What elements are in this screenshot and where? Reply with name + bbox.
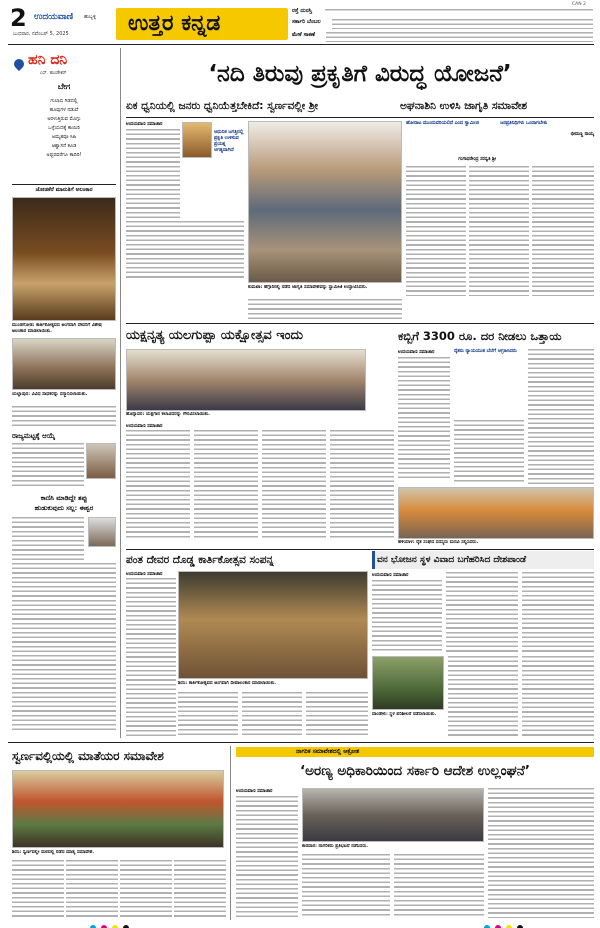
- order-caption: ಕಾರವಾರ: ನಾಗರಿಕರು ಪ್ರತಿಭಟನೆ ನಡೆಸಿದರು.: [302, 844, 368, 849]
- ticker-2-body: [332, 19, 593, 29]
- page-number: 2: [10, 4, 27, 32]
- mothers-col-4: [174, 860, 226, 918]
- group-caption: ಯಲ್ಲಾಪುರ: ವಿವಿಧ ಸಾಧಕರನ್ನು ಸನ್ಮಾನಿಸಲಾಯಿತು.: [12, 392, 88, 397]
- ticker-3-body: [326, 32, 593, 42]
- mistake-photo: [88, 517, 116, 547]
- bureau-6: ಉದಯವಾಣಿ ಸಮಾಚಾರ: [236, 789, 273, 794]
- lead-col-6: [248, 299, 402, 319]
- award-title: ರಾಜ್ಯಮಟ್ಟಕ್ಕೆ ಆಯ್ಕೆ: [12, 432, 56, 440]
- poem-line-3: ಅರಳುತ್ತಿರುವ ಮೊಗ್ಗು: [47, 116, 81, 122]
- karthika-headline: ಪಂತ ದೇವರ ದೊಡ್ಡ ಕಾರ್ತಿಕೋತ್ಸವ ಸಂಪನ್ನ: [126, 554, 274, 566]
- poem-line-6: ಆಶ್ವಾಸನೆ ಕೂಡ: [51, 143, 77, 149]
- columnist-byline: ಎಸ್. ಹುಂಡೇಕರ್: [40, 71, 67, 76]
- bureau-3: ಉದಯವಾಣಿ ಸಮಾಚಾರ: [398, 350, 435, 355]
- poem-title: ಬೇಗ: [57, 82, 71, 91]
- ticker-3: ಮೇಕೆ ಸಾಕಣೆ: [292, 32, 315, 38]
- order-kicker-bar: [236, 747, 594, 757]
- price-photo: [398, 487, 594, 539]
- poem-line-4: ಒಳ್ಳೆಯದಕ್ಕೆ ಕಾಯಿರಿ: [48, 125, 80, 131]
- logo-text: ಹನಿ ದನಿ: [28, 52, 68, 68]
- order-col-4: [488, 788, 594, 918]
- forest-col-1: [372, 580, 442, 652]
- poem-line-2: ಹೂವುಗಳ ನಡುವೆ: [49, 107, 79, 113]
- order-headline: ‘ಅರಣ್ಯ ಅಧಿಕಾರಿಯಿಂದ ಸರ್ಕಾರಿ ಆದೇಶ ಉಲ್ಲಂಘನೆ’: [300, 763, 530, 779]
- lead-col-1: [126, 129, 180, 219]
- ticker-2: ಸರ್ಕಾರಿ ಬೆಂಬಲ: [292, 19, 321, 25]
- deity-title: ಜೋಡಕೆರೆ ಮಾರುತಿಗೆ ಅಲಂಕಾರ: [35, 187, 93, 193]
- lead-portrait: [182, 122, 212, 158]
- sidebar-vrule: [120, 48, 121, 738]
- masthead-rule: [8, 44, 594, 45]
- karthika-col-3: [242, 692, 302, 738]
- bottom-rule: [8, 742, 594, 743]
- award-body: [12, 443, 84, 489]
- ticker-1: ರಸ್ತೆ ದುರಸ್ತಿ: [292, 8, 313, 14]
- group-photo: [12, 338, 116, 390]
- lead-col-3: [406, 166, 466, 296]
- yaksha-caption: ಹೊನ್ನಾವರ: ಯಕ್ಷಗಾನ ಕಲಾವಿದರನ್ನು ಗೌರವಿಸಲಾಯಿತು.: [126, 412, 211, 417]
- karthika-col-1: [126, 578, 176, 738]
- award-photo: [86, 443, 116, 479]
- order-kicker: ನಾಗರಿಕ ಸಮಾವೇಶದಲ್ಲಿ ಆಕ್ರೋಶ: [296, 748, 360, 755]
- mistake-title: ಕಾಣಿಸಿ ಮಾಡಿದ್ದೇ ತಪ್ಪು: [40, 494, 88, 502]
- forest-headline: ವನ ಭೋಜನ ಸ್ಥಳ ವಿವಾದ ಬಗೆಹರಿಸಿದ ದೇಶಪಾಂಡೆ: [377, 555, 527, 565]
- forest-col-3: [522, 572, 594, 652]
- forest-col-2: [446, 572, 518, 652]
- deity-photo: [12, 197, 116, 321]
- price-box-text: ರೈತರು ನ್ಯಾಯಯುತ ಬೆಲೆಗೆ ಆಗ್ರಹಿಸಿದರು: [454, 349, 517, 354]
- lead-col-2: [126, 221, 244, 279]
- mothers-headline: ಸ್ವರ್ಣವಲ್ಲಿಯಲ್ಲಿ ಮಾತೆಯರ ಸಮಾವೇಶ: [12, 749, 164, 763]
- poem-line-1: ಗುಲಾಬಿ ಗಿಡದಲ್ಲಿ: [50, 98, 78, 104]
- lead-col-5: [532, 166, 594, 296]
- registration-marks: [90, 916, 130, 924]
- lead-box-2: [500, 121, 594, 163]
- forest-caption: ದಾಂಡೇಲಿ: ಸ್ಥಳ ಪರಿಶೀಲನೆ ನಡೆಸಲಾಯಿತು.: [372, 712, 437, 717]
- bureau-5: ಉದಯವಾಣಿ ಸಮಾಚಾರ: [372, 573, 409, 578]
- order-col-1: [236, 796, 298, 918]
- mid-rule: [126, 549, 594, 550]
- lead-main-photo: [248, 121, 402, 283]
- order-col-3: [394, 854, 484, 918]
- karthika-col-4: [306, 692, 368, 738]
- yaksha-col-2: [194, 430, 258, 540]
- yaksha-col-1: [126, 430, 190, 540]
- yaksha-photo: [126, 349, 366, 411]
- mistake-subtitle: ಹುಡುಕುವುದು ಸಲ್ಲ: ಈಶ್ವರ: [34, 504, 94, 512]
- lead-subhead: ಏಕ ಧ್ವನಿಯಲ್ಲಿ ಜನರು ಧ್ವನಿಯೆತ್ತಬೇಕಿದೆ: ಸ್ವರ್ಣವಲ್ಲೀ ಶ್ರೀ: [126, 100, 319, 112]
- ticker-1-body: [325, 9, 593, 13]
- lead-photo-caption: ಕುಮಟಾ: ಹೆಗ್ಗಾರಿನಲ್ಲಿ ನಡೆದ ಜಾಗೃತಿ ಸಮಾವೇಶವನ್ನು ಸ್ವಾಮೀಜಿ ಉದ್ಘಾಟಿಸಿದರು.: [248, 285, 368, 290]
- forest-col-4: [448, 656, 518, 736]
- mothers-col-2: [66, 860, 118, 918]
- group-body: [12, 406, 116, 426]
- lead-quote-by: ಗಂಗಾಧರೇಂದ್ರ ಸರಸ್ವತಿ ಶ್ರೀ: [458, 157, 496, 162]
- poem-line-5: ಅಮೃತವೂ ಸಿಹಿ: [51, 134, 77, 140]
- bottom-vrule: [230, 746, 231, 920]
- karthika-photo: [178, 571, 368, 679]
- mothers-col-1: [12, 860, 64, 918]
- paper-name: ಉದಯವಾಣಿ: [34, 12, 74, 22]
- yaksha-col-4: [330, 430, 394, 540]
- price-caption: ಹಳಿಯಾಳ: ರೈತ ಸಂಘದ ಸದಸ್ಯರು ಮನವಿ ಸಲ್ಲಿಸಿದರು.: [398, 540, 479, 545]
- lead-box-2-by: ಭೀಮಣ್ಣ ನಾಯ್ಕ: [570, 132, 594, 137]
- bureau-2: ಉದಯವಾಣಿ ಸಮಾಚಾರ: [126, 424, 163, 429]
- place-hint: ಹುಬ್ಬಳ್ಳಿ: [84, 14, 97, 20]
- price-col-1: [398, 357, 450, 481]
- price-headline: ಕಬ್ಬಿಗೆ 3300 ರೂ. ದರ ನೀಡಲು ಒತ್ತಾಯ: [398, 329, 562, 343]
- price-box: [454, 349, 524, 417]
- lead-quote-text: ಆಧುನಿಕ ಜಗತ್ತಿನಲ್ಲಿ ಪ್ರಕೃತಿ ಉಳಿಸುವ ಪ್ರಯತ್ನ ಅಗತ್ಯವಾಗಿದೆ: [214, 130, 244, 153]
- poem-line-7: ಅಷ್ಟರವರೆಗೂ ಕಾದಿರಿ!: [46, 152, 82, 158]
- order-photo: [302, 788, 484, 842]
- yaksha-col-3: [262, 430, 326, 540]
- honi-dani-logo: [10, 49, 116, 79]
- karthika-col-2: [178, 692, 238, 738]
- mistake-body-2: [12, 563, 116, 733]
- registration-marks-2: [484, 916, 524, 924]
- lead-quote: [214, 130, 246, 190]
- sidebar-divider: [12, 184, 116, 185]
- karthika-caption: ಶಿರಸಿ: ಕಾರ್ತಿಕೋತ್ಸವದ ಅಂಗವಾಗಿ ದೀಪಾಲಂಕಾರ ಮಾಡಲಾಯಿತು.: [178, 681, 277, 686]
- forest-photo: [372, 656, 444, 710]
- mothers-photo: [12, 770, 224, 848]
- mistake-body: [12, 517, 84, 561]
- price-col-3: [454, 420, 524, 482]
- lead-box-2-text: ಜನಪ್ರತಿನಿಧಿಗಳು ಒಂದಾಗಬೇಕು: [500, 121, 548, 126]
- lead-headline: ‘ನದಿ ತಿರುವು ಪ್ರಕೃತಿಗೆ ವಿರುದ್ಧ ಯೋಜನೆ’: [208, 61, 512, 87]
- lead-col-4: [469, 166, 529, 296]
- yaksha-headline: ಯಕ್ಷನೃತ್ಯ ಯಲಗುಪ್ಪಾ ಯಕ್ಷೋತ್ಸವ ಇಂದು: [126, 328, 303, 343]
- lead-box-1-text: ಹೋರಾಟ ಮುಂದುವರಿಯಲಿದೆ ಎಂದ ಸ್ವಾಮೀಜಿ: [406, 121, 479, 126]
- order-col-2: [302, 854, 390, 918]
- yaksha-rule: [126, 323, 594, 324]
- deity-caption: ಮುಂಡಗೋಡ: ಕಾರ್ತಿಕೋತ್ಸವದ ಅಂಗವಾಗಿ ದೇವರಿಗೆ ವಿಶೇಷ ಅಲಂಕಾರ ಮಾಡಲಾಯಿತು.: [12, 323, 102, 334]
- edition-code: CAN 2: [572, 2, 586, 7]
- price-col-2: [528, 349, 594, 485]
- bureau-1: ಉದಯವಾಣಿ ಸಮಾಚಾರ: [126, 122, 163, 127]
- lead-side-head: ಅಘನಾಶಿನಿ ಉಳಿಸಿ ಜಾಗೃತಿ ಸಮಾವೇಶ: [400, 100, 528, 112]
- section-title: ಉತ್ತರ ಕನ್ನಡ: [128, 11, 221, 36]
- mothers-col-3: [120, 860, 172, 918]
- lead-rule: [126, 117, 594, 118]
- poem-box: [12, 82, 116, 182]
- dateline: ಬುಧವಾರ, ನವೆಂಬರ್ 5, 2025: [13, 31, 69, 37]
- bureau-4: ಉದಯವಾಣಿ ಸಮಾಚಾರ: [126, 572, 163, 577]
- forest-col-5: [522, 656, 594, 736]
- mothers-caption: ಶಿರಸಿ: ಸ್ವರ್ಣವಲ್ಲೀ ಮಠದಲ್ಲಿ ನಡೆದ ಮಾತೃ ಸಮಾವೇಶ.: [12, 850, 95, 855]
- drop-icon: [12, 57, 26, 71]
